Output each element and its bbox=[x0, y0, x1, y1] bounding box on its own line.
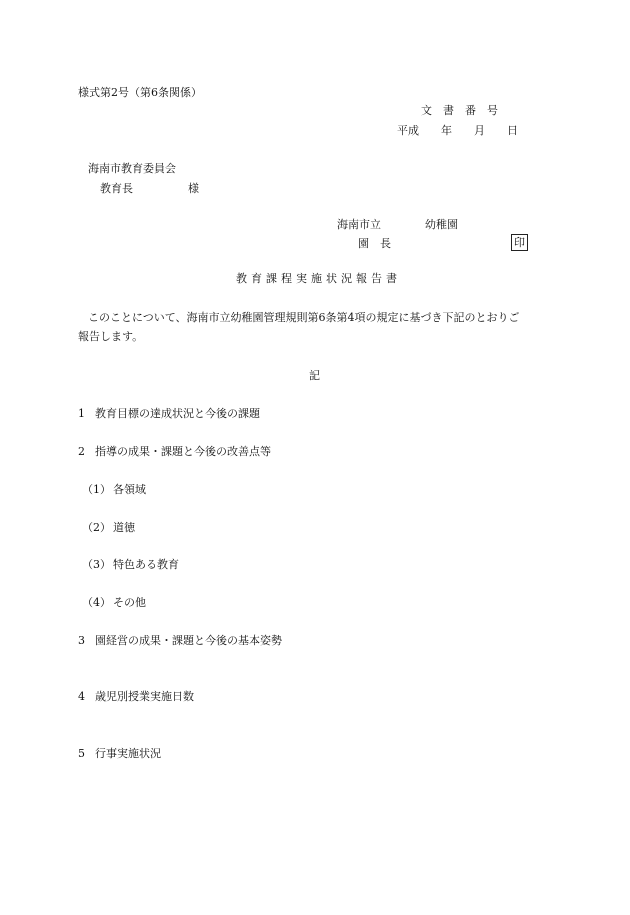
item-text: 教育目標の達成状況と今後の課題 bbox=[95, 407, 260, 420]
sub-item-text: その他 bbox=[113, 596, 146, 609]
sender-title: 園 長 bbox=[358, 237, 391, 250]
sub-item-text: 各領域 bbox=[113, 483, 146, 496]
item-number: 5 bbox=[78, 747, 85, 760]
item-number: 1 bbox=[78, 407, 85, 420]
item-text: 歳児別授業実施日数 bbox=[95, 690, 194, 703]
sub-item-number: （2） bbox=[82, 521, 111, 534]
item-number: 4 bbox=[78, 690, 85, 703]
body-line-1: このことについて、海南市立幼稚園管理規則第6条第4項の規定に基づき下記のとおりご bbox=[88, 311, 520, 324]
date-label: 平成 年 月 日 bbox=[397, 124, 518, 137]
item-number: 2 bbox=[78, 445, 85, 458]
seal-stamp: 印 bbox=[511, 234, 528, 251]
item-text: 行事実施状況 bbox=[95, 747, 161, 760]
sub-item-text: 特色ある教育 bbox=[113, 558, 179, 571]
document-number-label: 文 書 番 号 bbox=[421, 104, 498, 117]
sub-item-number: （4） bbox=[82, 596, 111, 609]
addressee-person: 教育長 様 bbox=[100, 182, 199, 195]
item-number: 3 bbox=[78, 634, 85, 647]
sub-item-number: （1） bbox=[82, 483, 111, 496]
form-label: 様式第2号（第6条関係） bbox=[78, 86, 202, 99]
ki-marker: 記 bbox=[309, 369, 320, 382]
item-text: 園経営の成果・課題と今後の基本姿勢 bbox=[95, 634, 282, 647]
addressee-org: 海南市教育委員会 bbox=[88, 162, 176, 175]
sub-item-number: （3） bbox=[82, 558, 111, 571]
sub-item-text: 道徳 bbox=[113, 521, 135, 534]
body-line-2: 報告します。 bbox=[78, 330, 144, 343]
item-text: 指導の成果・課題と今後の改善点等 bbox=[95, 445, 271, 458]
document-title: 教育課程実施状況報告書 bbox=[236, 272, 401, 285]
sender-org: 海南市立 幼稚園 bbox=[337, 218, 458, 231]
